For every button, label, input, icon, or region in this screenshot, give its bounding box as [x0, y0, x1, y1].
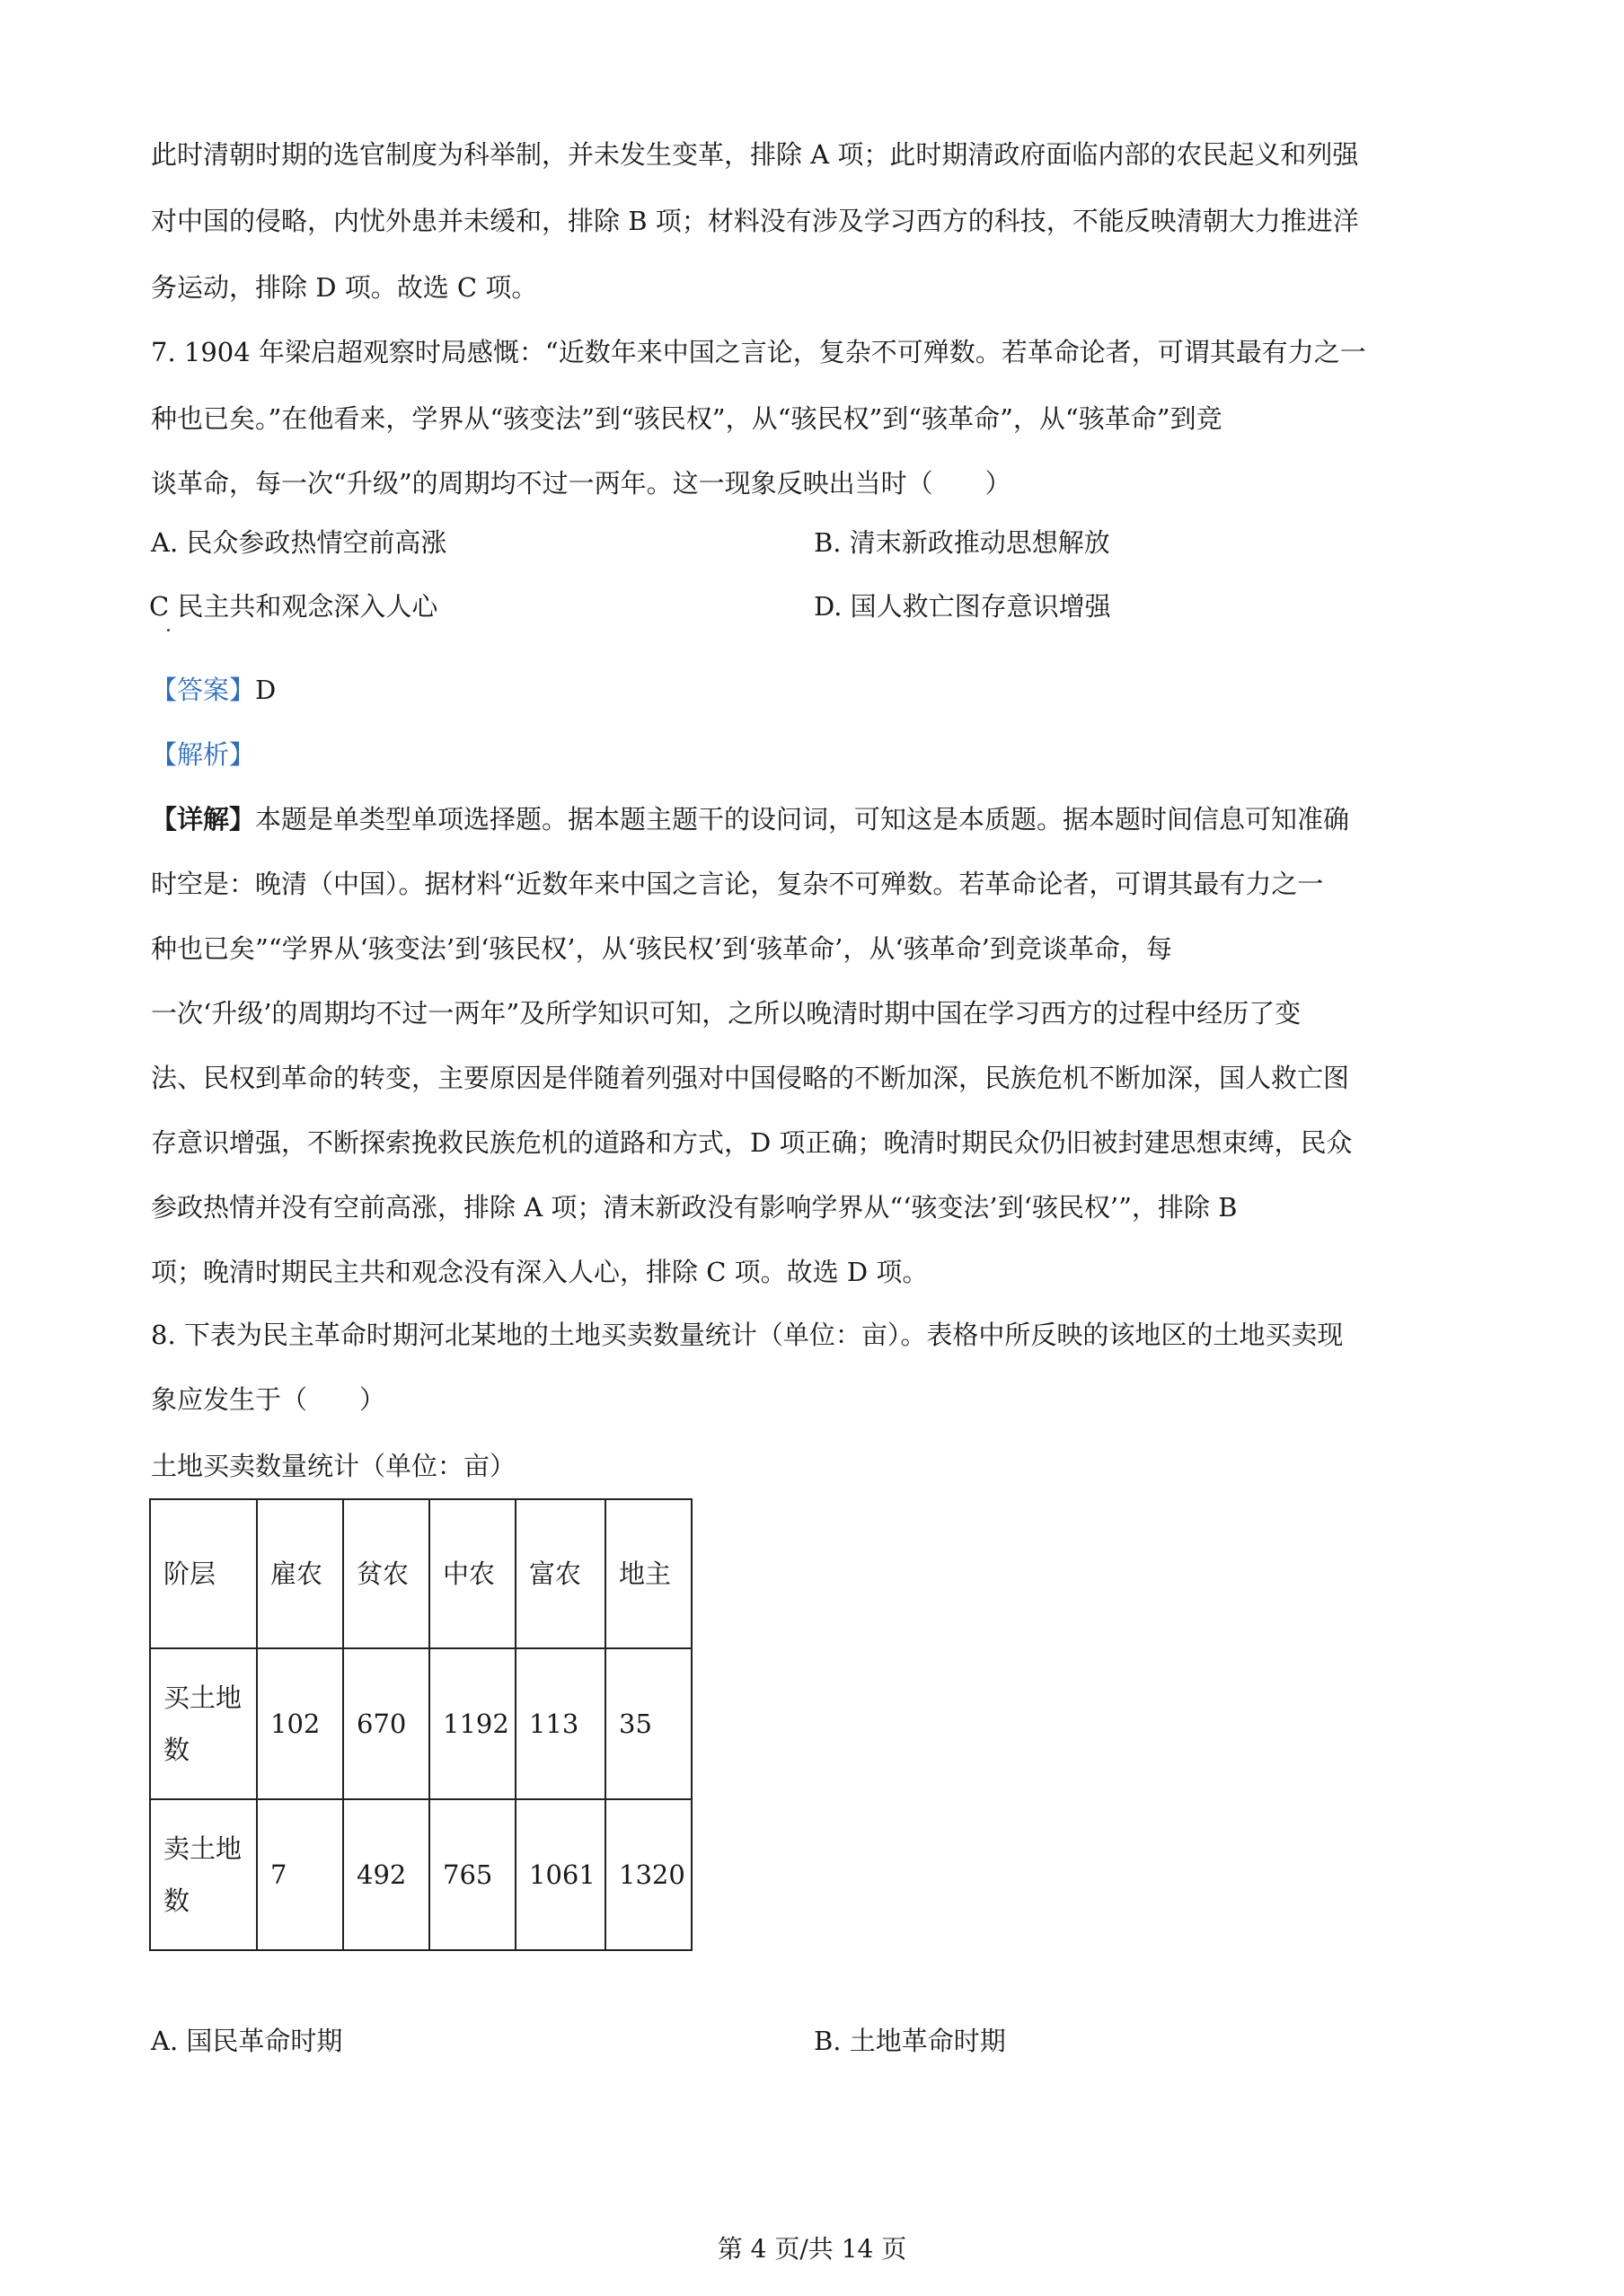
table-cell: 113: [516, 1648, 605, 1799]
q7-answer: [151, 672, 276, 708]
table-cell: 765: [429, 1799, 516, 1950]
q7-option-d: D. 国人救亡图存意识增强: [814, 591, 1111, 622]
q7-option-a: A. 民众参政热情空前高涨: [151, 527, 447, 558]
q7-detail-line-6: 存意识增强，不断探索挽救民族危机的道路和方式，D 项正确；晚清时期民众仍旧被封建思想束缚，民众: [151, 1127, 1353, 1158]
table-header-cell: 雇农: [257, 1499, 343, 1648]
table-cell: 7: [257, 1799, 343, 1950]
q8-option-b: B. 土地革命时期: [814, 2026, 1006, 2056]
table-cell: 102: [257, 1648, 343, 1799]
table-cell: 1061: [516, 1799, 605, 1950]
q8-option-a: A. 国民革命时期: [151, 2026, 343, 2056]
answer-label: 【答案】: [151, 675, 256, 705]
table-cell: 1320: [605, 1799, 692, 1950]
q7-detail-line-5: 法、民权到革命的转变，主要原因是伴随着列强对中国侵略的不断加深，民族危机不断加深，国人救亡图: [151, 1063, 1350, 1093]
prev-explanation-line-1: 此时清朝时期的选官制度为科举制，并未发生变革，排除 A 项；此时期清政府面临内部的农民起义和列强: [151, 139, 1359, 170]
table-title: 土地买卖数量统计（单位：亩）: [151, 1451, 516, 1481]
land-trade-table: [149, 1498, 693, 1951]
q7-option-c: C 民主共和观念深入人心: [149, 591, 438, 622]
table-cell: 35: [605, 1648, 692, 1799]
table-header-cell: 贫农: [343, 1499, 429, 1648]
q7-detail-line-8: 项；晚清时期民主共和观念没有深入人心，排除 C 项。故选 D 项。: [151, 1257, 929, 1287]
scan-speck: [167, 629, 170, 631]
q8-stem-line-1: 8. 下表为民主革命时期河北某地的土地买卖数量统计（单位：亩）。表格中所反映的该地区的土地买卖现: [151, 1320, 1344, 1350]
table-header-cell: 中农: [429, 1499, 516, 1648]
q7-detail-line-3: 种也已矣”“学界从‘骇变法’到‘骇民权’，从‘骇民权’到‘骇革命’，从‘骇革命’到竞谈革命，每: [151, 933, 1172, 964]
q8-stem-line-2: 象应发生于（ ）: [151, 1384, 386, 1415]
q7-detail-line-7: 参政热情并没有空前高涨，排除 A 项；清末新政没有影响学界从“‘骇变法’到‘骇民权’”，排除 B: [151, 1192, 1238, 1223]
prev-explanation-line-2: 对中国的侵略，内忧外患并未缓和，排除 B 项；材料没有涉及学习西方的科技，不能反映清朝大力推进洋: [151, 206, 1359, 236]
q7-analysis: [151, 737, 255, 773]
table-header-cell: 阶层: [150, 1499, 257, 1648]
table-cell: 卖土地数: [150, 1799, 257, 1950]
table-cell: 买土地数: [150, 1648, 257, 1799]
detail-label: 【详解】: [151, 804, 256, 835]
answer-value: D: [255, 675, 277, 705]
q7-stem-line-2: 种也已矣。”在他看来，学界从“骇变法”到“骇民权”，从“骇民权”到“骇革命”，从“骇革命”到竞: [151, 403, 1222, 434]
prev-explanation-line-3: 务运动，排除 D 项。故选 C 项。: [151, 272, 538, 303]
q7-detail-line-2: 时空是：晚清（中国）。据材料“近数年来中国之言论，复杂不可殚数。若革命论者，可谓其最有力之一: [151, 869, 1324, 899]
q7-option-b: B. 清末新政推动思想解放: [814, 527, 1110, 558]
table-header-cell: 富农: [516, 1499, 605, 1648]
table-row: [150, 1799, 692, 1950]
page-footer: 第 4 页/共 14 页: [717, 2234, 907, 2264]
q7-detail-line-1: [151, 801, 1349, 837]
table-header-cell: 地主: [605, 1499, 692, 1648]
q7-stem-line-3: 谈革命，每一次“升级”的周期均不过一两年。这一现象反映出当时（ ）: [151, 468, 1011, 499]
q7-detail-line-4: 一次‘升级’的周期均不过一两年”及所学知识可知，之所以晚清时期中国在学习西方的过程中经历了变: [151, 998, 1302, 1029]
detail-first-text: 本题是单类型单项选择题。据本题主题干的设问词，可知这是本质题。据本题时间信息可知准确: [255, 804, 1350, 835]
table-cell: 492: [343, 1799, 429, 1950]
table-row: [150, 1648, 692, 1799]
table-cell: 670: [343, 1648, 429, 1799]
q7-stem-line-1: 7. 1904 年梁启超观察时局感慨：“近数年来中国之言论，复杂不可殚数。若革命论者，可谓其最有力之一: [151, 337, 1366, 367]
table-cell: 1192: [429, 1648, 516, 1799]
table-header-row: [150, 1499, 692, 1648]
analysis-label: 【解析】: [151, 739, 256, 770]
